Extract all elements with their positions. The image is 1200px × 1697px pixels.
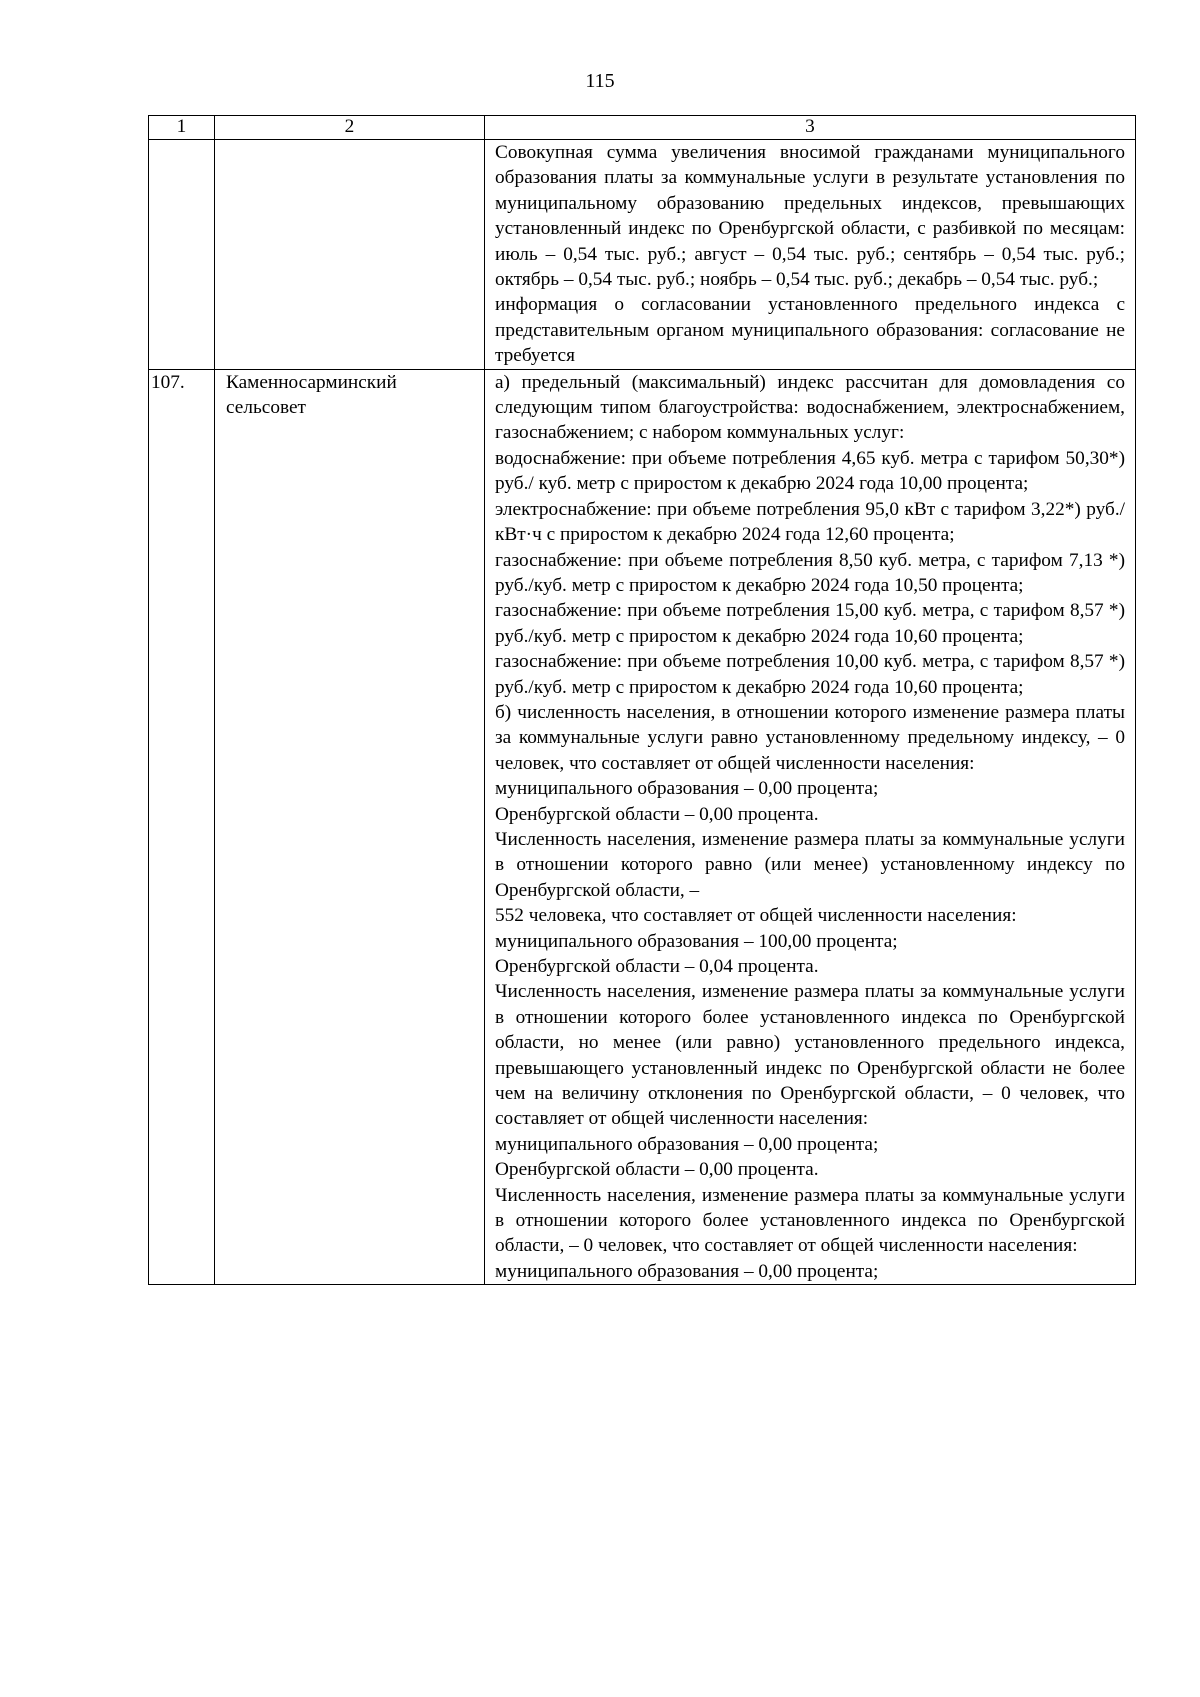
paragraph: Оренбургской области – 0,00 процента. (495, 803, 819, 825)
paragraph: муниципального образования – 0,00 процента; (495, 778, 879, 800)
table-row (149, 369, 1136, 1285)
paragraph: Численность населения, изменение размера платы за коммунальные услуги в отношении которого более установленного индекса по Оренбургской области, но менее (или равно) установленного предельного индекса, превышающего установленный индекс по Оренбургской области не более чем на величину отклонения по Оренбургской области, – 0 человек, что составляет от общей численности населения: (495, 981, 1125, 1130)
document-table (148, 115, 1136, 1285)
paragraph: Совокупная сумма увеличения вносимой гражданами муниципального образования платы за коммунальные услуги в результате установления по муниципальному образованию предельных индексов, превышающих установленный индекс по Оренбургской области, с разбивкой по месяцам: июль – 0,54 тыс. руб.; август – 0,54 тыс. руб.; сентябрь – 0,54 тыс. руб.; октябрь – 0,54 тыс. руб.; ноябрь – 0,54 тыс. руб.; декабрь – 0,54 тыс. руб.; (495, 142, 1125, 291)
paragraph: газоснабжение: при объеме потребления 15,00 куб. метра, с тарифом 8,57 *) руб./куб. метр с приростом к декабрю 2024 года 10,60 процента; (495, 600, 1125, 647)
paragraph: муниципального образования – 0,00 процента; (495, 1133, 879, 1155)
paragraph: Оренбургской области – 0,04 процента. (495, 956, 819, 977)
paragraph: Численность населения, изменение размера платы за коммунальные услуги в отношении которого более установленного индекса по Оренбургской области, – 0 человек, что составляет от общей численности населения: (495, 1184, 1125, 1257)
paragraph: электроснабжение: при объеме потребления 95,0 кВт с тарифом 3,22*) руб./кВт·ч с приростом к декабрю 2024 года 12,60 процента; (495, 498, 1125, 546)
paragraph: информация о согласовании установленного предельного индекса с представительным органом муниципального образования: согласование не требуется (495, 294, 1125, 367)
paragraph: газоснабжение: при объеме потребления 10,00 куб. метра, с тарифом 8,57 *) руб./куб. метр с приростом к декабрю 2024 года 10,60 процента; (495, 651, 1125, 698)
municipality-name-cell: Каменносарминский сельсовет (215, 369, 485, 1285)
paragraph: водоснабжение: при объеме потребления 4,65 куб. метра с тарифом 50,30*) руб./ куб. метр с приростом к декабрю 2024 года 10,00 процента; (495, 447, 1125, 495)
paragraph: Оренбургской области – 0,00 процента. (495, 1159, 819, 1181)
paragraph: газоснабжение: при объеме потребления 8,50 куб. метра, с тарифом 7,13 *) руб./куб. метр с приростом к декабрю 2024 года 10,50 процента; (495, 549, 1125, 596)
paragraph: Численность населения, изменение размера платы за коммунальные услуги в отношении которого равно (или менее) установленному индексу по Оренбургской области, – (495, 828, 1125, 901)
table-row (149, 140, 1136, 370)
paragraph: муниципального образования – 0,00 процента; (495, 1260, 879, 1282)
page-number: 115 (585, 70, 615, 92)
paragraph: муниципального образования – 100,00 процента; (495, 930, 898, 952)
row-number-cell (149, 140, 215, 370)
description-cell (485, 140, 1136, 370)
description-cell (485, 369, 1136, 1285)
paragraph: 552 человека, что составляет от общей численности населения: (495, 905, 1017, 927)
row-number-cell: 107. (149, 369, 215, 1285)
column-header-3: 3 (485, 116, 1136, 140)
municipality-name-cell (215, 140, 485, 370)
paragraph: б) численность населения, в отношении которого изменение размера платы за коммунальные услуги равно установленному предельному индексу, – 0 человек, что составляет от общей численности населения: (495, 701, 1125, 774)
paragraph: а) предельный (максимальный) индекс рассчитан для домовладения со следующим типом благоустройства: водоснабжением, электроснабжением, газоснабжением; с набором коммунальных услуг: (495, 371, 1125, 444)
column-header-1: 1 (149, 116, 215, 140)
column-header-2: 2 (215, 116, 485, 140)
table-header-row (149, 116, 1136, 140)
